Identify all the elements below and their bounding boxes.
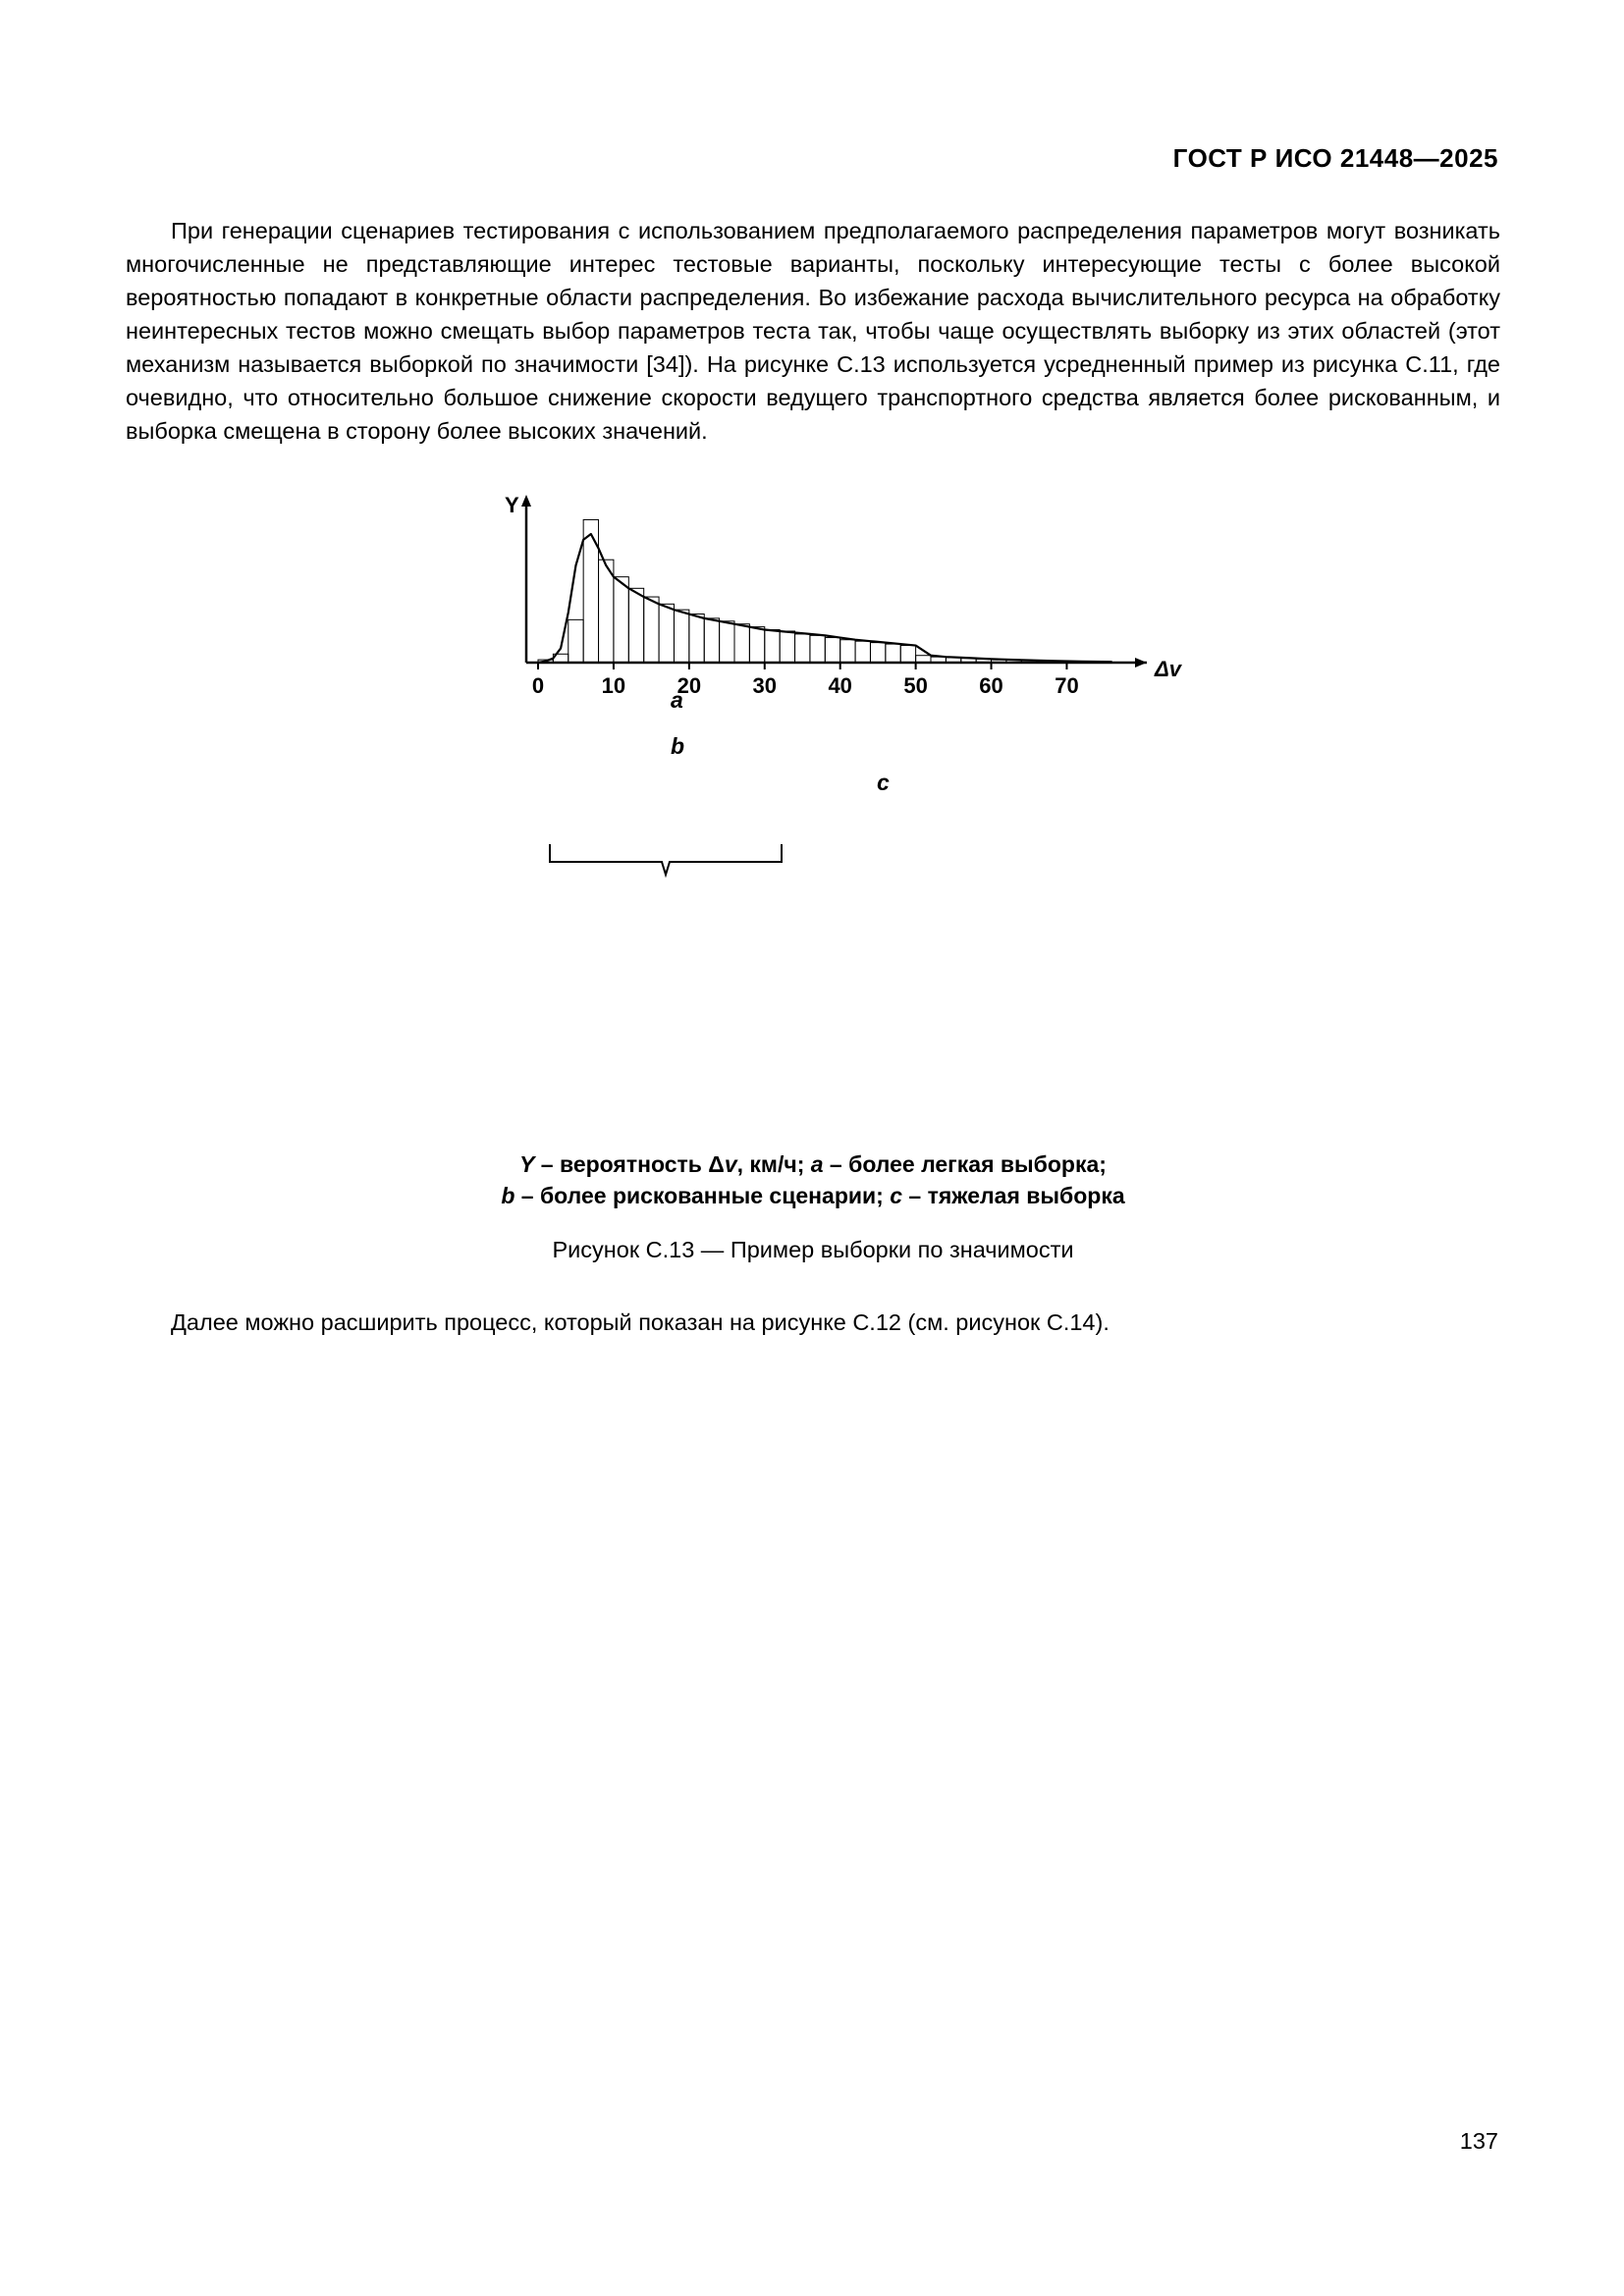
annotation-label-c: c [877,770,890,795]
histogram-bar [886,644,900,663]
body-paragraph-1 [126,214,1500,448]
histogram-bar [810,635,825,663]
histogram-bar [780,631,794,663]
key-text-4: – более рискованные сценарии; [514,1183,891,1208]
histogram-bar [749,627,764,663]
histogram-bar [855,641,870,663]
page-header: ГОСТ Р ИСО 21448—2025 [1172,143,1498,173]
key-text-3: – более легкая выборка; [823,1151,1107,1177]
key-symbol-a: a [810,1151,824,1177]
x-tick-label: 40 [828,673,852,698]
histogram-bar [614,577,628,663]
brace-bracket [548,842,784,878]
histogram-bar [644,597,659,663]
histogram-bar [568,619,583,663]
x-tick-label: 70 [1055,673,1079,698]
histogram-bar [795,634,810,663]
key-text-1: – вероятность Δ [534,1151,725,1177]
x-tick-label: 30 [752,673,778,698]
figure-key-line-1 [126,1148,1500,1180]
figure-key [126,1148,1500,1211]
histogram-bar [628,588,643,663]
histogram-bar [840,640,855,663]
chart-svg [499,491,1186,717]
figure-c13 [126,491,1500,1139]
histogram-bar [900,646,915,663]
y-axis-label: Y [505,493,519,517]
histogram-bar [659,604,674,663]
figure-caption: Рисунок С.13 — Пример выборки по значимости [552,1237,1074,1262]
key-text-5: – тяжелая выборка [902,1183,1125,1208]
x-axis-arrow [1135,658,1147,667]
x-tick-label: 50 [903,673,928,698]
histogram-bar [825,638,839,663]
histogram-chart [499,491,1186,717]
histogram-bar [674,610,688,663]
page-number: 137 [1459,2128,1498,2154]
annotation-label-b: b [671,733,685,759]
histogram-bar [689,614,704,663]
histogram-bar [734,624,749,663]
histogram-bar [583,519,598,663]
x-tick-label: 10 [601,673,626,698]
histogram-bar [870,643,885,663]
y-axis-arrow [521,495,531,507]
histogram-bar [720,621,734,663]
key-symbol-v: v [724,1151,737,1177]
paragraph-text: Далее можно расширить процесс, который показан на рисунке С.12 (см. рисунок С.14). [171,1309,1110,1335]
x-tick-label: 60 [979,673,1003,698]
key-text-2: , км/ч; [736,1151,811,1177]
key-symbol-Y: Y [519,1151,535,1177]
histogram-bar [704,618,719,663]
paragraph-text: При генерации сценариев тестирования с использованием предполагаемого распределения параметров могут возникать многочисленные не представляющие интерес тестовые варианты, поскольку интересующие тесты с более высокой вероятностью попадают в конкретные области распределения. Во избежание расхода вычислительного ресурса на обработку неинтересных тестов можно смещать выбор параметров теста так, чтобы чаще осуществлять выборку из этих областей (этот механизм называется выборкой по значимости [34]). На рисунке С.13 используется усредненный пример из рисунка С.11, где очевидно, что относительно большое снижение скорости ведущего транспортного средства является более рискованным, и выборка смещена в сторону более высоких значений. [126,218,1500,444]
x-axis-label: Δv [1155,657,1182,681]
key-symbol-c: c [890,1183,902,1208]
x-tick-label: 0 [531,673,545,698]
body-paragraph-2 [126,1306,1500,1339]
annotation-label-a: a [671,687,683,713]
figure-key-line-2 [126,1180,1500,1211]
x-tick-label: 20 [677,673,702,698]
histogram-bar [765,630,780,663]
key-symbol-b: b [501,1183,515,1208]
